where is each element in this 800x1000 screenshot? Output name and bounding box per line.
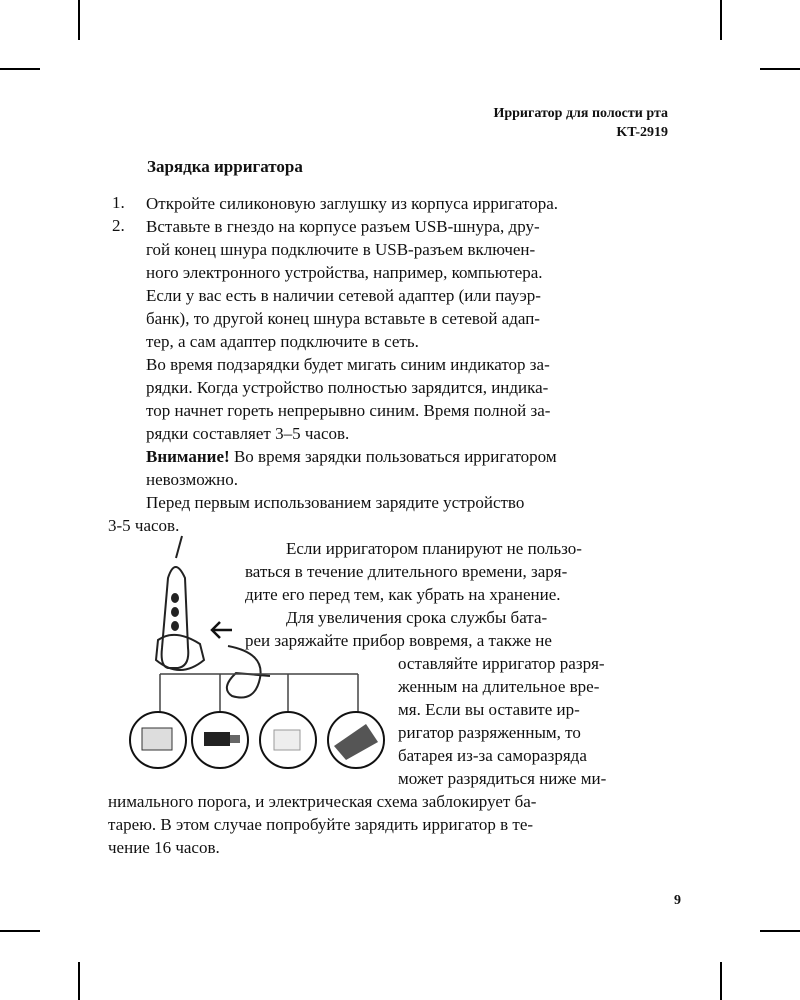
storage-line: ваться в течение длительного времени, заря-: [245, 562, 568, 581]
crop-mark: [0, 68, 40, 70]
step-line: тер, а сам адаптер подключите в сеть.: [146, 332, 419, 351]
crop-mark: [0, 930, 40, 932]
power-bank-icon: [328, 712, 384, 768]
running-header: [493, 104, 668, 142]
warning-label: Внимание!: [146, 447, 230, 466]
usb-plug-icon: [192, 712, 248, 768]
first-use-line: Перед первым использованием зарядите устройство: [146, 493, 525, 512]
warning-text: Во время зарядки пользоваться ирригатором: [229, 447, 557, 466]
crop-mark: [720, 0, 722, 40]
crop-mark: [760, 68, 800, 70]
step-line: банк), то другой конец шнура вставьте в сетевой адап-: [146, 309, 540, 328]
section-title: Зарядка ирригатора: [147, 157, 303, 176]
storage-line: тарею. В этом случае попробуйте зарядить ирригатор в те-: [108, 815, 534, 834]
step-line: рядки. Когда устройство полностью зарядится, индика-: [146, 378, 549, 397]
header-product: Ирригатор для полости рта: [493, 106, 668, 121]
step-line: Вставьте в гнездо на корпусе разъем USB-шнура, дру-: [146, 217, 540, 236]
storage-line: мя. Если вы оставите ир-: [398, 700, 580, 719]
step-line: тор начнет гореть непрерывно синим. Время полной за-: [146, 401, 551, 420]
header-model: KT-2919: [616, 125, 668, 140]
crop-mark: [760, 930, 800, 932]
warning-cont: невозможно.: [146, 470, 238, 489]
warning-line: [146, 446, 557, 468]
step-line: гой конец шнура подключите в USB-разъем включен-: [146, 240, 536, 259]
storage-line: Если ирригатором планируют не пользо-: [286, 539, 582, 558]
storage-line: реи заряжайте прибор вовремя, а также не: [245, 631, 552, 650]
first-use-line: 3-5 часов.: [108, 516, 180, 535]
step-line: Если у вас есть в наличии сетевой адаптер (или пауэр-: [146, 286, 541, 305]
crop-mark: [78, 0, 80, 40]
step-line: ного электронного устройства, например, компьютера.: [146, 263, 543, 282]
crop-mark: [78, 962, 80, 1000]
usb-cable-icon: [227, 646, 270, 698]
storage-line: ригатор разряженным, то: [398, 723, 581, 742]
step-line: рядки составляет 3–5 часов.: [146, 424, 350, 443]
power-adapter-icon: [130, 712, 186, 768]
page-number: 9: [674, 893, 681, 908]
storage-line: женным на длительное вре-: [398, 677, 600, 696]
storage-line: дите его перед тем, как убрать на хранение.: [245, 585, 561, 604]
step-line: Во время подзарядки будет мигать синим индикатор за-: [146, 355, 550, 374]
step-number: 1.: [112, 193, 125, 212]
step-number: 2.: [112, 216, 125, 235]
storage-line: Для увеличения срока службы бата-: [286, 608, 548, 627]
step-line: Откройте силиконовую заглушку из корпуса ирригатора.: [146, 194, 558, 213]
irrigator-icon: [156, 536, 204, 670]
storage-line: может разрядиться ниже ми-: [398, 769, 607, 788]
storage-line: нимального порога, и электрическая схема заблокирует ба-: [108, 792, 537, 811]
crop-mark: [720, 962, 722, 1000]
storage-line: оставляйте ирригатор разря-: [398, 654, 605, 673]
charger-socket-icon: [260, 712, 316, 768]
storage-line: батарея из-за саморазряда: [398, 746, 587, 765]
storage-line: чение 16 часов.: [108, 838, 220, 857]
charging-illustration: [120, 528, 390, 788]
arrow-left-icon: [212, 622, 232, 638]
